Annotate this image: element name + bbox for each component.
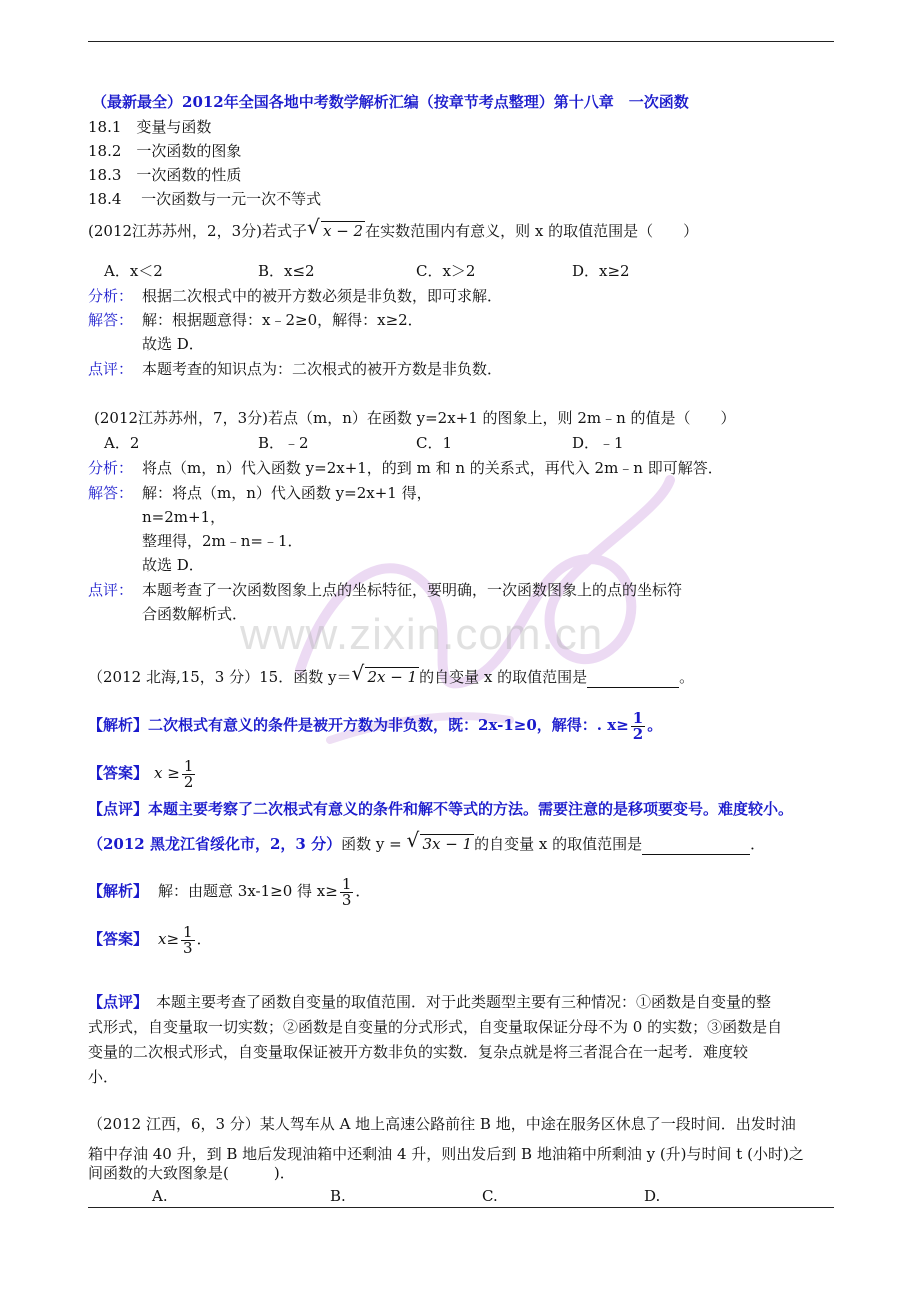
q4-stem-pre: 函数 y = [341,835,407,853]
analysis-label: 【解析】 [88,882,149,900]
sqrt-expression [406,828,474,854]
q4-answer [88,920,212,958]
option-a: A. [152,1187,168,1205]
comment-label: 【点评】 [88,993,149,1011]
fraction-numerator: 1 [341,874,352,893]
q4-source: （2012 黑龙江省绥化市，2，3 分） [88,835,342,853]
comment-text: 本题主要考察了二次根式有意义的条件和解不等式的方法。需要注意的是移项要变号。难度较小。 [148,800,794,818]
q3-comment [88,799,793,819]
toc-item: 18.4 一次函数与一元一次不等式 [88,190,322,208]
radicand: x − 2 [322,222,364,240]
watermark-text: www.zixin.com.cn [240,610,604,659]
toc-item: 18.1 变量与函数 [88,118,212,136]
analysis-label: 【解析】 [88,716,149,734]
option-b: B．﹣2 [258,434,309,452]
comment-label: 点评： [88,581,134,599]
option-b: B. [330,1187,346,1205]
option-d: D. [644,1187,661,1205]
answer-label: 解答： [88,484,134,502]
option-c: C．1 [416,434,453,452]
comment-label: 点评： [88,360,134,378]
fraction-numerator: 1 [183,922,193,941]
answer-blank [587,667,679,688]
comment-text: 式形式，自变量取一切实数；②函数是自变量的分式形式，自变量取保证分母不为 0 的实数；③函数是自 [88,1018,783,1036]
answer-line: 故选 D． [142,556,204,574]
q4-analysis [88,872,370,910]
footer-rule [88,1207,834,1208]
answer-end: ． [196,930,212,948]
fraction [181,922,195,957]
analysis-label: 分析： [88,459,134,477]
q3-stem-post: 的自变量 x 的取值范围是 [419,668,588,686]
radicand: 2x − 1 [367,668,418,686]
comment-text: 本题考查了一次函数图象上点的坐标特征，要明确，一次函数图象上的点的坐标符 [142,581,683,599]
q5-stem-line: 间函数的大致图象是( )． [88,1164,295,1182]
answer-line: n=2m+1， [142,508,226,526]
option-a: A．2 [104,434,140,452]
answer-label: 【答案】 [88,764,149,782]
fraction-denominator: 3 [341,890,352,909]
radical-sign-icon: √ [306,215,320,239]
option-d: D．x≥2 [572,262,630,280]
answer-line: 解：将点（m，n）代入函数 y=2x+1 得， [142,484,432,502]
option-c: C. [482,1187,498,1205]
comment-text: 小． [88,1068,119,1086]
analysis-text: 根据二次根式中的被开方数必须是非负数，即可求解． [142,287,503,305]
fraction [340,874,354,909]
q4-comment-line [88,992,771,1012]
q4-stem [88,828,766,855]
q3-analysis [88,706,662,744]
q5-stem-line: 箱中存油 40 升，到 B 地后发现油箱中还剩油 4 升，则出发后到 B 地油箱中所剩油 y (升)与时间 t (小时)之 [88,1145,804,1163]
radical-sign-icon: √ [406,828,420,852]
analysis-label: 分析： [88,287,134,305]
sqrt-expression [351,661,419,687]
fraction-numerator: 1 [632,708,644,727]
q2-stem: (2012江苏苏州，7，3分)若点（m，n）在函数 y=2x+1 的图象上，则 2m﹣n 的值是（ ） [94,409,736,427]
q1-stem [88,215,699,241]
q4-stem-post: 的自变量 x 的取值范围是 [474,835,643,853]
option-d: D．﹣1 [572,434,624,452]
answer-label: 解答： [88,311,134,329]
fraction-denominator: 2 [183,772,194,791]
fraction-denominator: 3 [183,938,193,957]
q5-stem-line: （2012 江西，6，3 分）某人驾车从 A 地上高速公路前往 B 地，中途在服务区休息了一段时间．出发时油 [88,1115,796,1133]
comment-text: 变量的二次根式形式，自变量取保证被开方数非负的实数．复杂点就是将三者混合在一起考．难度较 [88,1043,749,1061]
answer-line: 整理得，2m﹣n=﹣1． [142,532,303,550]
fraction-numerator: 1 [183,756,194,775]
page-title: （最新最全）2012年全国各地中考数学解析汇编（按章节考点整理）第十八章 一次函数 [92,93,689,111]
comment-text: 本题考查的知识点为：二次根式的被开方数是非负数． [142,360,503,378]
analysis-text: 二次根式有意义的条件是被开方数为非负数，既：2x-1≥0，解得：. x≥ [148,716,629,734]
answer-line: 解：根据题意得：x﹣2≥0，解得：x≥2． [142,311,423,329]
comment-text: 本题主要考查了函数自变量的取值范围．对于此类题型主要有三种情况：①函数是自变量的整 [156,993,772,1011]
analysis-end: ． [355,882,371,900]
option-b: B．x≤2 [258,262,315,280]
analysis-end: 。 [647,716,663,734]
comment-text: 合函数解析式． [142,605,248,623]
radical-sign-icon: √ [351,661,365,685]
q1-stem-pre: (2012江苏苏州，2，3分)若式子 [88,222,307,240]
option-c: C．x＞2 [416,262,476,280]
answer-blank [642,834,750,855]
sqrt-expression [306,215,365,241]
comment-label: 【点评】 [88,800,149,818]
q4-stem-end: ． [750,835,766,853]
answer-line: 故选 D． [142,335,204,353]
analysis-text: 将点（m，n）代入函数 y=2x+1，的到 m 和 n 的关系式，再代入 2m﹣n 即可解答． [142,459,723,477]
q3-stem-end: 。 [679,668,695,686]
option-a: A．x＜2 [104,262,163,280]
toc-item: 18.2 一次函数的图象 [88,142,242,160]
fraction [631,708,645,743]
answer-label: 【答案】 [88,930,149,948]
q3-stem-pre: （2012 北海,15，3 分）15．函数 y＝ [88,668,352,686]
answer-text: x≥ [158,930,180,948]
fraction-denominator: 2 [632,724,644,743]
q3-stem [88,661,695,688]
header-rule [88,41,834,42]
toc-item: 18.3 一次函数的性质 [88,166,242,184]
fraction [182,756,196,791]
q1-stem-post: 在实数范围内有意义，则 x 的取值范围是（ ） [365,222,699,240]
q3-answer [88,754,197,792]
radicand: 3x − 1 [422,835,473,853]
analysis-text: 解：由题意 3x-1≥0 得 x≥ [158,882,338,900]
answer-text: x ≥ [154,764,180,782]
